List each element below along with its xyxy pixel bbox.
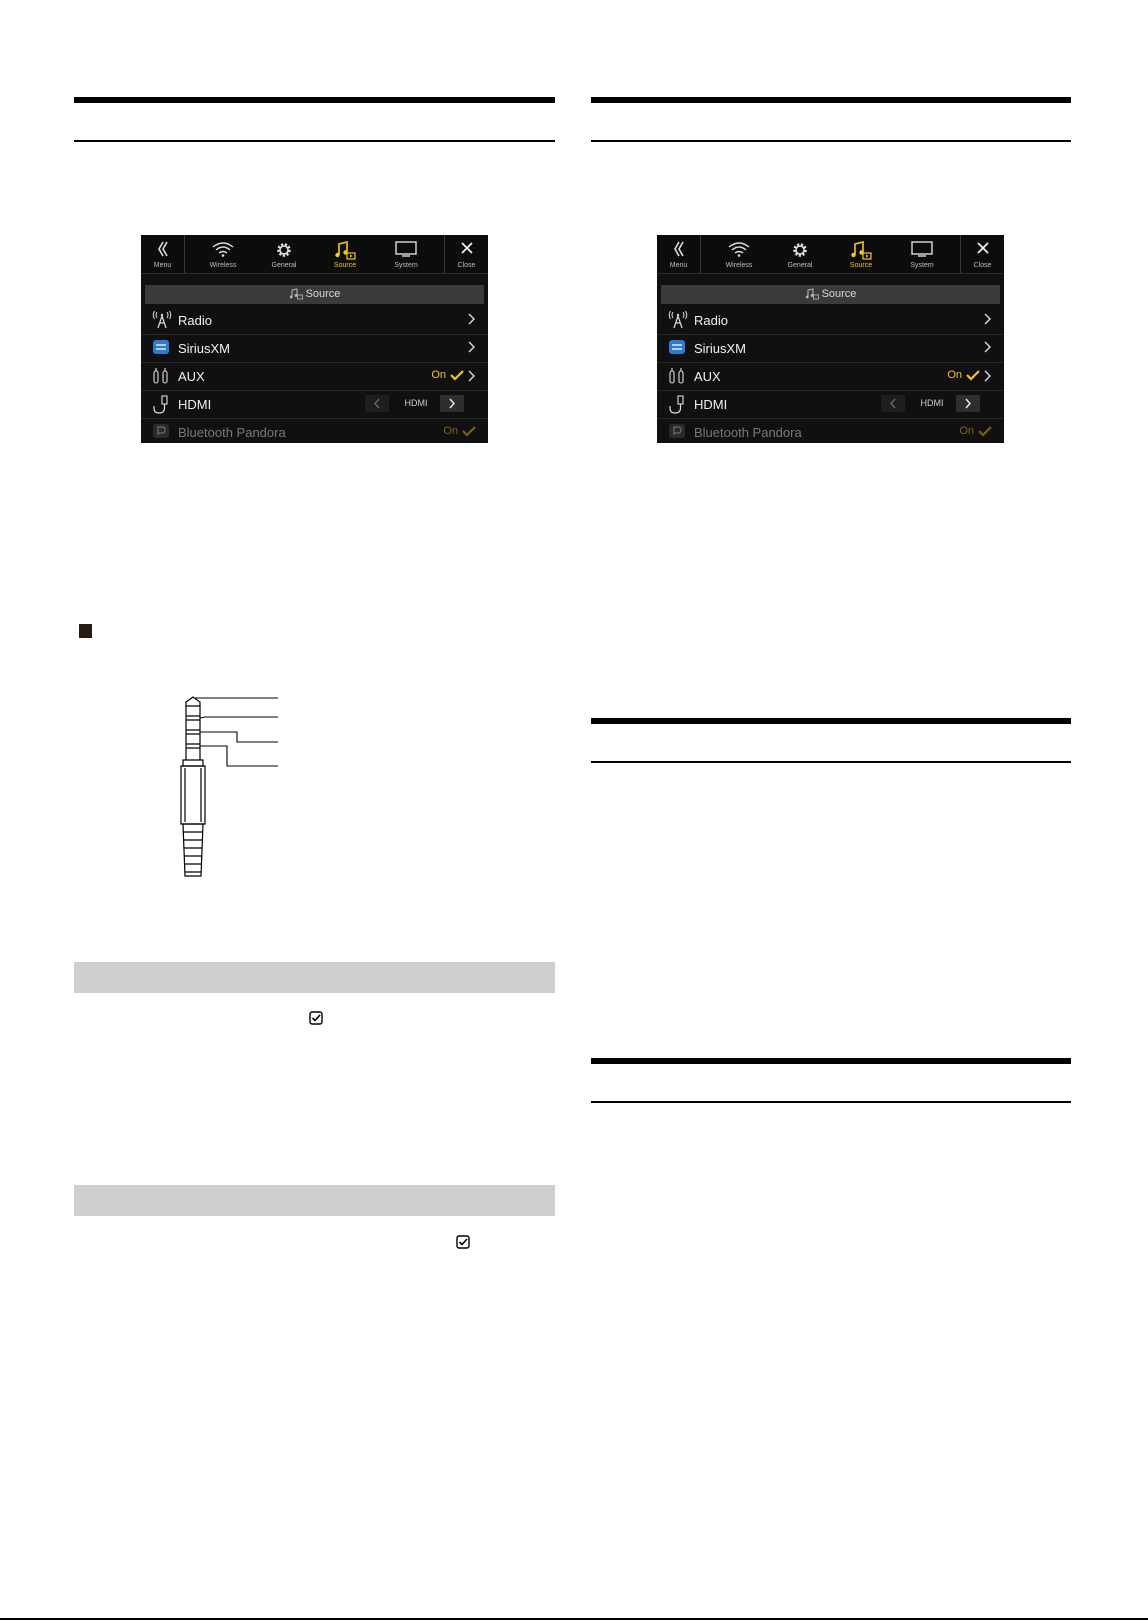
rca-plug-icon (668, 367, 686, 385)
music-source-icon (805, 288, 819, 300)
checkmark-icon[interactable] (978, 426, 992, 437)
chevron-right-icon (468, 370, 476, 382)
section-rule-bottom-left (74, 140, 555, 142)
hdmi-next-button[interactable] (440, 395, 464, 412)
chevron-right-icon (468, 313, 476, 325)
tab-menu[interactable] (141, 235, 184, 273)
close-icon (976, 241, 990, 255)
pandora-status-value: On (959, 425, 974, 437)
section-header (145, 285, 484, 304)
list-item-label: HDMI (694, 397, 728, 412)
tab-label: Source (333, 262, 357, 269)
double-chevron-left-icon (156, 241, 170, 257)
page-bottom-rule (0, 1618, 1148, 1620)
wifi-icon (727, 241, 751, 257)
list-item-label: Radio (178, 313, 212, 328)
tab-bar (657, 235, 1004, 274)
list-item-label: AUX (694, 369, 721, 384)
source-settings-screenshot-left (141, 235, 488, 443)
gear-icon (791, 241, 809, 259)
section-rule-top-right-2 (591, 718, 1071, 724)
table-header-bar-2 (74, 1185, 555, 1216)
list-item-label: SiriusXM (178, 341, 231, 356)
tab-general[interactable] (254, 235, 314, 273)
siriusxm-icon (152, 339, 170, 355)
section-header (661, 285, 1000, 304)
list-item-bluetooth-pandora[interactable] (141, 418, 488, 443)
list-item-label: Bluetooth Pandora (694, 425, 802, 440)
list-item-label: AUX (178, 369, 205, 384)
tab-close[interactable] (961, 235, 1004, 273)
checkmark-icon[interactable] (462, 426, 476, 437)
section-header-title: Source (821, 288, 857, 300)
tab-bar (141, 235, 488, 274)
hdmi-selected-value: HDMI (404, 398, 428, 408)
mini-plug-diagram (175, 690, 285, 880)
leader-line-ring-2 (200, 732, 278, 742)
tab-label: Menu (669, 262, 688, 269)
list-item-aux[interactable] (141, 362, 488, 391)
hdmi-prev-button[interactable] (881, 395, 905, 412)
chevron-right-icon (984, 370, 992, 382)
plug-body (181, 766, 205, 824)
rca-plug-icon (152, 367, 170, 385)
chevron-right-icon (984, 341, 992, 353)
checkmark-icon[interactable] (966, 370, 980, 381)
monitor-icon (910, 241, 934, 257)
tab-system[interactable] (376, 235, 436, 273)
plug-strain-relief (183, 824, 203, 876)
list-item-aux[interactable] (657, 362, 1004, 391)
pandora-icon (152, 423, 170, 439)
music-source-icon (334, 241, 356, 261)
checkbox-checked-icon (456, 1235, 470, 1249)
tab-system[interactable] (892, 235, 952, 273)
list-item-siriusxm[interactable] (141, 334, 488, 363)
list-item-radio[interactable] (141, 306, 488, 335)
tab-label: Wireless (209, 262, 237, 269)
plug-shaft (186, 706, 200, 760)
tab-label: Wireless (725, 262, 753, 269)
section-header-title: Source (305, 288, 341, 300)
music-source-icon (289, 288, 303, 300)
list-item-radio[interactable] (657, 306, 1004, 335)
hdmi-selected-value: HDMI (920, 398, 944, 408)
tab-label: Source (849, 262, 873, 269)
double-chevron-left-icon (672, 241, 686, 257)
tab-source[interactable] (315, 235, 375, 273)
section-rule-bottom-right-3 (591, 1101, 1071, 1103)
tab-general[interactable] (770, 235, 830, 273)
list-item-bluetooth-pandora[interactable] (657, 418, 1004, 443)
music-source-icon (850, 241, 872, 261)
hdmi-next-button[interactable] (956, 395, 980, 412)
monitor-icon (394, 241, 418, 257)
section-bullet-square (79, 624, 92, 638)
tab-close[interactable] (445, 235, 488, 273)
gear-icon (275, 241, 293, 259)
plug-collar (183, 760, 203, 766)
tab-wireless[interactable] (709, 235, 769, 273)
leader-line-sleeve (200, 746, 278, 766)
chevron-left-icon (881, 395, 905, 412)
list-item-label: SiriusXM (694, 341, 747, 356)
list-item-label: Bluetooth Pandora (178, 425, 286, 440)
chevron-left-icon (365, 395, 389, 412)
tab-label: System (910, 262, 934, 269)
chevron-right-icon (440, 395, 464, 412)
section-rule-top-left (74, 97, 555, 103)
tab-label: Menu (153, 262, 172, 269)
tab-label: Close (973, 262, 992, 269)
checkmark-icon[interactable] (450, 370, 464, 381)
section-rule-top-right (591, 97, 1071, 103)
table-header-bar-1 (74, 962, 555, 993)
source-settings-screenshot-right (657, 235, 1004, 443)
chevron-right-icon (984, 313, 992, 325)
pandora-status-value: On (443, 425, 458, 437)
tab-label: General (787, 262, 813, 269)
tab-label: General (271, 262, 297, 269)
chevron-right-icon (468, 341, 476, 353)
checkbox-checked-icon (309, 1011, 323, 1025)
antenna-icon (152, 311, 172, 329)
siriusxm-icon (668, 339, 686, 355)
section-rule-bottom-right-2 (591, 761, 1071, 763)
hdmi-prev-button[interactable] (365, 395, 389, 412)
hdmi-cable-icon (668, 395, 686, 415)
section-rule-top-right-3 (591, 1058, 1071, 1064)
pandora-icon (668, 423, 686, 439)
aux-status-value: On (431, 369, 446, 381)
list-item-label: HDMI (178, 397, 212, 412)
list-item-hdmi[interactable] (141, 390, 488, 419)
leader-line-ring-1 (200, 717, 278, 718)
list-item-siriusxm[interactable] (657, 334, 1004, 363)
tab-label: Close (457, 262, 476, 269)
wifi-icon (211, 241, 235, 257)
hdmi-cable-icon (152, 395, 170, 415)
tab-source[interactable] (831, 235, 891, 273)
section-rule-bottom-right (591, 140, 1071, 142)
close-icon (460, 241, 474, 255)
list-item-label: Radio (694, 313, 728, 328)
chevron-right-icon (956, 395, 980, 412)
antenna-icon (668, 311, 688, 329)
tab-wireless[interactable] (193, 235, 253, 273)
tab-label: System (394, 262, 418, 269)
aux-status-value: On (947, 369, 962, 381)
tab-menu[interactable] (657, 235, 700, 273)
list-item-hdmi[interactable] (657, 390, 1004, 419)
